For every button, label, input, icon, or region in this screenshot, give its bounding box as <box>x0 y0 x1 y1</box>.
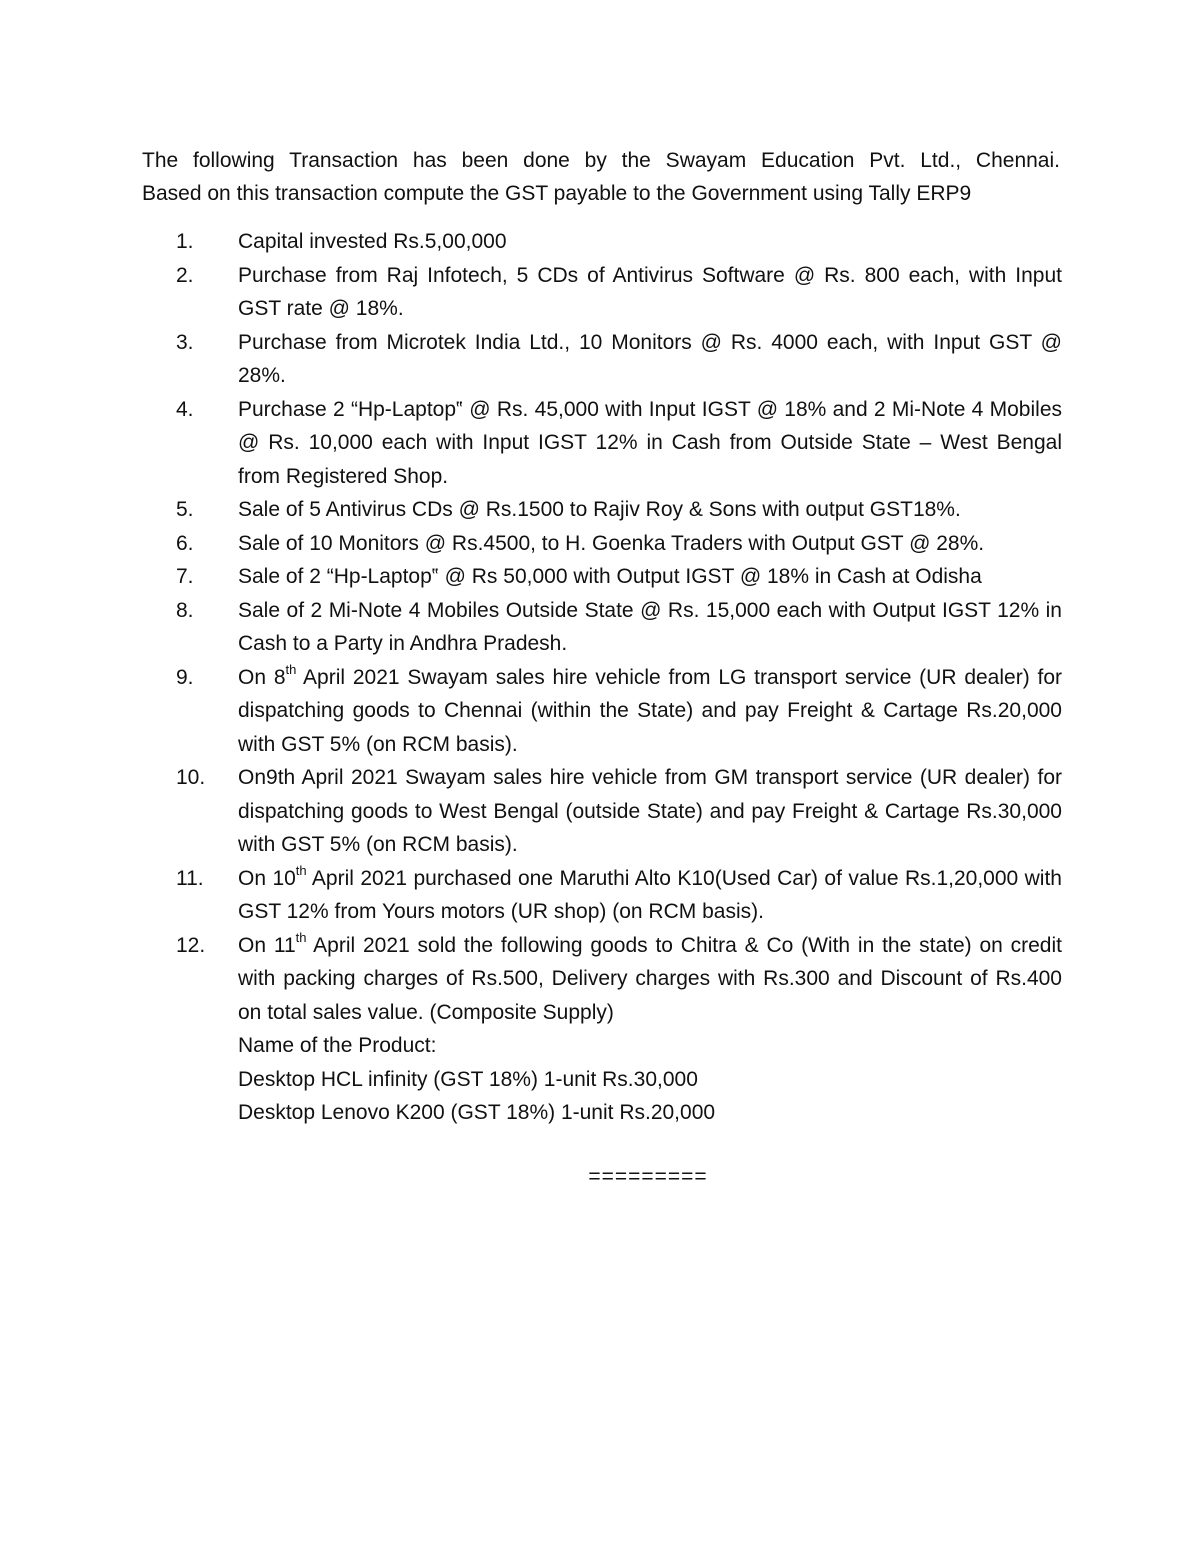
product-line: Desktop HCL infinity (GST 18%) 1-unit Rs.30,000 <box>238 1067 698 1091</box>
list-item <box>176 929 1062 1130</box>
item-number: 9. <box>176 665 194 689</box>
ordinal-suffix: th <box>295 862 307 878</box>
item-text: Purchase from Raj Infotech, 5 CDs of Antivirus Software @ Rs. 800 each, with Input GST rate @ 18%. <box>238 263 1062 320</box>
intro-line-1: The following Transaction has been done by the Swayam Education Pvt. Ltd., Chennai. <box>142 149 1060 172</box>
item-text: Sale of 2 Mi-Note 4 Mobiles Outside State @ Rs. 15,000 each with Output IGST 12% in Cash to a Party in Andhra Pradesh. <box>238 598 1062 655</box>
product-line: Desktop Lenovo K200 (GST 18%) 1-unit Rs.20,000 <box>238 1101 716 1124</box>
item-number: 4. <box>176 397 194 421</box>
item-number: 8. <box>176 598 194 622</box>
intro-line-2: Based on this transaction compute the GST payable to the Government using Tally ERP9 <box>142 182 972 205</box>
item-number: 1. <box>176 230 194 253</box>
ordinal-suffix: th <box>295 929 307 945</box>
item-text-rest: April 2021 Swayam sales hire vehicle from LG transport service (UR dealer) for dispatching goods to Chennai (within the State) and pay Freight & Cartage Rs.20,000 with GST 5% (on RCM basis). <box>238 665 1063 756</box>
list-item <box>176 527 1062 561</box>
list-item <box>176 661 1062 762</box>
item-text: Purchase 2 “Hp-Laptop‟ @ Rs. 45,000 with Input IGST @ 18% and 2 Mi-Note 4 Mobiles @ Rs. 10,000 each with Input IGST 12% in Cash from Outside State – West Bengal from Registered Shop. <box>238 397 1062 488</box>
item-text: On9th April 2021 Swayam sales hire vehicle from GM transport service (UR dealer) for dispatching goods to West Bengal (outside State) and pay Freight & Cartage Rs.30,000 with GST 5% (on RCM basis). <box>238 766 1062 856</box>
item-text: Capital invested Rs.5,00,000 <box>238 230 507 253</box>
item-text-rest: April 2021 sold the following goods to Chitra & Co (With in the state) on credit with packing charges of Rs.500, Delivery charges with Rs.300 and Discount of Rs.400 on total sales value. (Composite Supply) <box>238 933 1062 1024</box>
item-text: Purchase from Microtek India Ltd., 10 Monitors @ Rs. 4000 each, with Input GST @ 28%. <box>238 330 1062 387</box>
list-item <box>176 862 1062 929</box>
item-number: 10. <box>176 766 206 789</box>
item-text <box>238 862 1062 929</box>
transaction-list <box>176 225 1062 1130</box>
list-item <box>176 393 1062 494</box>
item-text <box>238 661 1062 762</box>
item-number: 7. <box>176 565 194 588</box>
list-item <box>142 560 1062 594</box>
ordinal-suffix: th <box>285 661 297 677</box>
product-heading: Name of the Product: <box>238 1034 437 1057</box>
item-number: 2. <box>176 263 194 287</box>
item-text-start: On 8 <box>238 665 286 689</box>
item-number: 11. <box>176 866 204 890</box>
item-number: 3. <box>176 330 194 354</box>
item-text: Sale of 2 “Hp-Laptop‟ @ Rs 50,000 with Output IGST @ 18% in Cash at Odisha <box>238 565 982 588</box>
list-item <box>176 493 1062 527</box>
item-text <box>238 929 1062 1030</box>
list-item <box>176 326 1062 393</box>
item-number: 5. <box>176 498 194 521</box>
list-item <box>176 761 1062 862</box>
list-item <box>176 259 1062 326</box>
item-number: 12. <box>176 933 206 957</box>
intro-paragraph <box>142 144 1060 210</box>
item-text-start: On 10 <box>238 866 296 890</box>
item-number: 6. <box>176 531 194 555</box>
item-text: Sale of 5 Antivirus CDs @ Rs.1500 to Rajiv Roy & Sons with output GST18%. <box>238 498 961 521</box>
list-item <box>176 594 1062 661</box>
item-text-start: On 11 <box>238 933 296 957</box>
end-divider: ========= <box>588 1165 708 1188</box>
item-text: Sale of 10 Monitors @ Rs.4500, to H. Goenka Traders with Output GST @ 28%. <box>238 531 985 555</box>
item-text-rest: April 2021 purchased one Maruthi Alto K10(Used Car) of value Rs.1,20,000 with GST 12% from Yours motors (UR shop) (on RCM basis). <box>238 866 1062 923</box>
list-item <box>176 225 1062 259</box>
